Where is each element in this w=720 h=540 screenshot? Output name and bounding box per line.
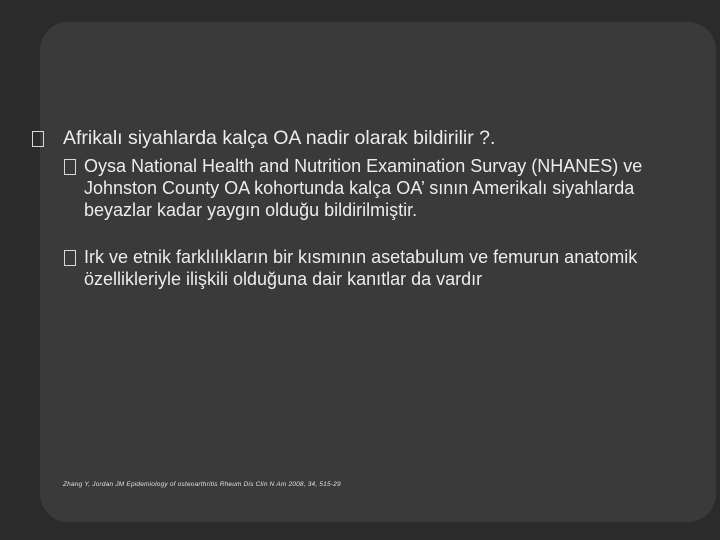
square-bullet-icon (64, 159, 76, 175)
square-bullet-icon (32, 131, 44, 147)
sub-bullet-2 (64, 246, 684, 290)
main-bullet-text: Afrikalı siyahlarda kalça OA nadir olarak bildirilir ?. (63, 127, 496, 149)
citation-text: Zhang Y, Jordan JM Epidemiology of osteoarthritis Rheum Dis Clin N Am 2008, 34, 515-29 (63, 481, 341, 488)
square-bullet-icon (64, 250, 76, 266)
sub-bullet-1 (64, 155, 684, 221)
main-bullet (32, 126, 692, 150)
sub-bullet-text: Irk ve etnik farklılıkların bir kısmının asetabulum ve femurun anatomik özellikleriyle ilişkili olduğuna dair kanıtlar da vardır (84, 247, 638, 289)
sub-bullet-text: Oysa National Health and Nutrition Examination Survay (NHANES) ve Johnston County OA kohortunda kalça OA’ sının Amerikalı siyahlarda beyazlar kadar yaygın olduğu bildirilmiştir. (84, 156, 643, 220)
